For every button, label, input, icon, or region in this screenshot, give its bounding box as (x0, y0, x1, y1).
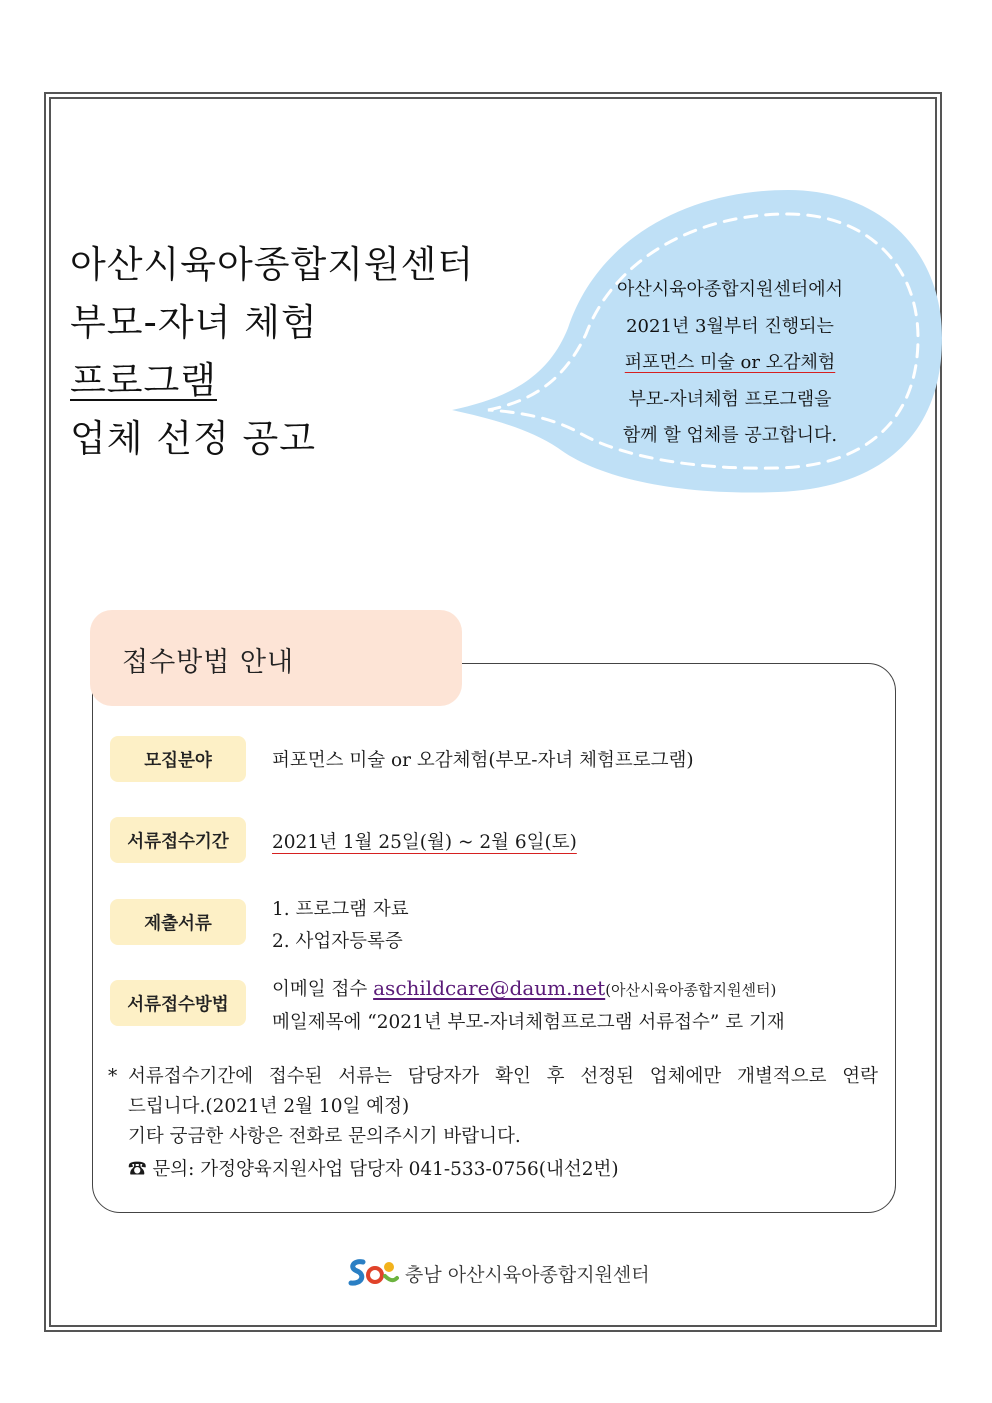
bubble-line-1: 아산시육아종합지원센터에서 (616, 279, 844, 300)
method-suffix: (아산시육아종합지원센터) (605, 981, 777, 999)
bubble-text (580, 272, 880, 455)
bubble-line-4: 부모-자녀체험 프로그램을 (628, 388, 832, 410)
contact-info (128, 1155, 619, 1181)
label-submission-period: 서류접수기간 (110, 817, 246, 863)
title-line-4: 업체 선정 공고 (70, 417, 316, 460)
footer-org (345, 1255, 650, 1291)
section-tab-label: 접수방법 안내 (122, 647, 295, 678)
notice-note (108, 1062, 878, 1152)
value-submission-period: 2021년 1월 25일(월) ~ 2월 6일(토) (272, 832, 577, 853)
value-document-2: 2. 사업자등록증 (272, 931, 403, 952)
note-line-1: 서류접수기간에 접수된 서류는 담당자가 확인 후 선정된 업체에만 개별적으로 연락 (128, 1066, 878, 1087)
notice-title (70, 236, 474, 468)
method-prefix: 이메일 접수 (272, 979, 374, 1000)
footer-org-name: 충남 아산시육아종합지원센터 (405, 1263, 650, 1286)
bubble-line-2: 2021년 3월부터 진행되는 (626, 315, 834, 337)
title-line-3: 프로그램 (70, 359, 217, 402)
phone-icon: ☎ (128, 1159, 147, 1180)
center-logo-icon (345, 1256, 399, 1290)
note-line-2: 드립니다.(2021년 2월 10일 예정) (128, 1096, 410, 1117)
title-line-1: 아산시육아종합지원센터 (70, 243, 475, 286)
bubble-line-3: 퍼포먼스 미술 or 오감체험 (624, 352, 836, 373)
contact-text: 문의: 가정양육지원사업 담당자 041-533-0756(내선2번) (146, 1159, 619, 1180)
bubble-line-5: 함께 할 업체를 공고합니다. (622, 425, 838, 446)
title-line-2: 부모-자녀 체험 (70, 301, 318, 344)
label-documents: 제출서류 (110, 899, 246, 945)
value-recruit-field: 퍼포먼스 미술 or 오감체험(부모-자녀 체험프로그램) (272, 750, 694, 771)
email-link[interactable]: aschildcare@daum.net (373, 976, 606, 1000)
label-recruit-field: 모집분야 (110, 736, 246, 782)
value-document-1: 1. 프로그램 자료 (272, 899, 409, 920)
note-star: * (108, 1066, 118, 1087)
label-submission-method: 서류접수방법 (110, 980, 246, 1026)
section-tab (90, 610, 462, 706)
note-line-3: 기타 궁금한 사항은 전화로 문의주시기 바랍니다. (128, 1126, 521, 1147)
method-line-2: 메일제목에 “2021년 부모-자녀체험프로그램 서류접수” 로 기재 (272, 1012, 785, 1033)
